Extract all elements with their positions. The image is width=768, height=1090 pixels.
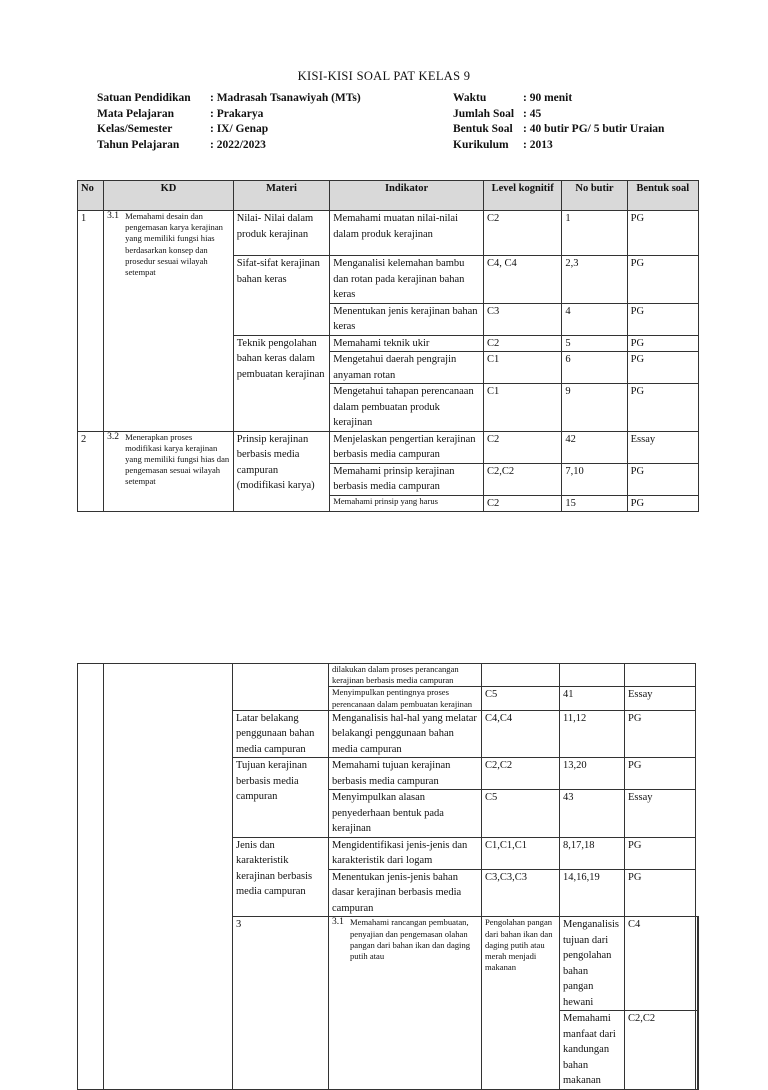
header-materi: Materi [233,181,329,211]
header-bentuk: Bentuk soal [627,181,698,211]
meta-jumlah [453,107,763,123]
cell-butir: 2,3 [562,256,627,304]
meta-label: Kurikulum [453,138,509,151]
cell-level: C4,C4 [482,710,560,758]
meta-label: Kelas/Semester [97,123,173,135]
kd-text: Menerapkan proses modifikasi karya kerajinan yang memiliki fungsi hias dan pengemasan sesuai wilayah setempat [125,431,230,487]
cell-bentuk: PG [627,335,698,352]
cell-bentuk: Essay [627,431,698,463]
cell-butir: 43 [560,790,625,838]
cell-butir: 8,17,18 [560,837,625,869]
cell-bentuk: Essay [625,790,696,838]
kd-number: 3.2 [107,431,119,442]
cell-butir: 7,10 [562,463,627,495]
cell-level: C2,C2 [482,758,560,790]
cell-kd [329,917,482,1090]
cell-level: C2 [483,431,561,463]
cell-bentuk: PG [627,384,698,432]
cell-bentuk: PG [625,758,696,790]
cell-level: C1,C1,C1 [482,837,560,869]
cell-bentuk: PG [625,837,696,869]
cell-indikator: Menganalisi kelemahan bambu dan rotan pada kerajinan bahan keras [330,256,484,304]
cell-materi: Jenis dan karakteristik kerajinan berbasis media campuran [233,837,329,917]
meta-label: Tahun Pelajaran [97,138,180,151]
cell-level: C2 [483,211,561,256]
cell-bentuk: Essay [625,687,696,710]
meta-value: : Prakarya [210,107,264,120]
cell-bentuk: PG [627,495,698,512]
cell-indikator: Mengetahui daerah pengrajin anyaman rotan [330,352,484,384]
cell-butir: 15 [562,495,627,512]
cell-indikator: Menentukan jenis kerajinan bahan keras [330,303,484,335]
cell-indikator: Menyimpulkan alasan penyederhaan bentuk pada kerajinan [329,790,482,838]
table-row [78,431,699,463]
cell-materi: Teknik pengolahan bahan keras dalam pembuatan kerajinan [233,335,329,431]
cell-bentuk [625,664,696,687]
cell-bentuk: PG [625,710,696,758]
meta-kurikulum [453,138,763,154]
meta-value: : Madrasah Tsanawiyah (MTs) [210,92,361,104]
cell-indikator: Menjelaskan pengertian kerajinan berbasis media campuran [330,431,484,463]
meta-label: Mata Pelajaran [97,107,174,120]
cell-level: C4, C4 [483,256,561,304]
kd-text: Memahami desain dan pengemasan karya kerajinan yang memiliki fungsi hias berdasarkan konsep dan prosedur sesuai wilayah setempat [125,211,223,278]
meta-satuan [97,91,437,107]
cell-level: C3 [483,303,561,335]
cell-indikator: Menyimpulkan pentingnya proses perencanaan dalam pembuatan kerajinan [329,687,482,710]
meta-value: : IX/ Genap [210,123,269,135]
cell-materi: Pengolahan pangan dari bahan ikan dan daging putih atau merah menjadi makanan [482,917,560,1090]
meta-mapel [97,107,437,123]
cell-butir: 9 [562,384,627,432]
cell-bentuk [697,917,699,1011]
table-row [78,664,699,687]
cell-butir [560,664,625,687]
meta-value: : 2013 [523,138,553,151]
cell-indikator: Memahami teknik ukir [330,335,484,352]
header-level: Level kognitif [483,181,561,211]
meta-label: Bentuk Soal [453,123,513,135]
cell-bentuk: PG [625,869,696,917]
kd-number: 3.1 [332,917,344,928]
cell-level: C1 [483,384,561,432]
cell-bentuk [697,1011,699,1090]
kisi-table-page-2 [77,663,699,1090]
cell-indikator: Menganalisis hal-hal yang melatar belakangi penggunaan bahan media campuran [329,710,482,758]
cell-level: C2,C2 [625,1011,696,1090]
cell-butir: 13,20 [560,758,625,790]
cell-bentuk: PG [627,303,698,335]
cell-level: C4 [625,917,696,1011]
cell-butir: 41 [560,687,625,710]
meta-label: Waktu [453,92,487,104]
cell-materi [233,664,329,711]
cell-indikator: Memahami manfaat dari kandungan bahan makanan [560,1011,625,1090]
cell-butir: 1 [562,211,627,256]
header-kd: KD [104,181,234,211]
header-nobutir: No butir [562,181,627,211]
meta-value: : 45 [523,107,542,120]
cell-level: C1 [483,352,561,384]
meta-waktu [453,91,763,107]
header-indikator: Indikator [330,181,484,211]
cell-indikator: Memahami tujuan kerajinan berbasis media campuran [329,758,482,790]
cell-level: C2,C2 [483,463,561,495]
document-title: KISI-KISI SOAL PAT KELAS 9 [297,69,471,83]
cell-butir: 4 [562,303,627,335]
cell-materi: Prinsip kerajinan berbasis media campuran (modifikasi karya) [233,431,329,512]
cell-level: C5 [482,790,560,838]
cell-butir: 14,16,19 [560,869,625,917]
cell-indikator: Mengetahui tahapan perencanaan dalam pembuatan produk kerajinan [330,384,484,432]
meta-value: : 2022/2023 [210,138,266,151]
kisi-table-page-1 [77,180,699,512]
header-no: No [78,181,104,211]
meta-value: : 90 menit [523,92,573,104]
cell-butir: 11,12 [560,710,625,758]
cell-level [482,664,560,687]
cell-butir: 6 [562,352,627,384]
cell-no [78,664,104,1090]
cell-bentuk: PG [627,352,698,384]
meta-label: Jumlah Soal [453,107,515,120]
cell-level: C2 [483,335,561,352]
cell-indikator: Memahami prinsip yang harus [330,495,484,512]
cell-indikator: Menganalisis tujuan dari pengolahan bahan pangan hewani [560,917,625,1011]
cell-indikator: Memahami muatan nilai-nilai dalam produk kerajinan [330,211,484,256]
meta-right [453,91,763,153]
table-header-row [78,181,699,211]
cell-bentuk: PG [627,256,698,304]
meta-left [97,91,437,153]
cell-level: C3,C3,C3 [482,869,560,917]
cell-kd [104,664,233,1090]
cell-no: 2 [78,431,104,512]
meta-kelas [97,122,437,138]
cell-level: C5 [482,687,560,710]
cell-bentuk: PG [627,211,698,256]
cell-butir: 42 [562,431,627,463]
cell-indikator: Menentukan jenis-jenis bahan dasar kerajinan berbasis media campuran [329,869,482,917]
cell-materi: Nilai- Nilai dalam produk kerajinan [233,211,329,256]
cell-no: 3 [233,917,329,1090]
cell-level: C2 [483,495,561,512]
cell-indikator: Memahami prinsip kerajinan berbasis media campuran [330,463,484,495]
cell-indikator: Mengidentifikasi jenis-jenis dan karakteristik dari logam [329,837,482,869]
meta-tahun [97,138,437,154]
cell-indikator: dilakukan dalam proses perancangan kerajinan berbasis media campuran [329,664,482,687]
table-row [78,211,699,256]
cell-bentuk: PG [627,463,698,495]
meta-label: Satuan Pendidikan [97,92,191,104]
meta-value: : 40 butir PG/ 5 butir Uraian [523,123,665,135]
cell-kd [104,211,234,432]
meta-bentuk [453,122,763,138]
cell-kd [104,431,234,512]
kd-number: 3.1 [107,211,119,221]
cell-materi: Latar belakang penggunaan bahan media campuran [233,710,329,758]
kd-text: Memahami rancangan pembuatan, penyajian dan pengemasan olahan pangan dari bahan ikan dan daging putih atau [350,917,471,961]
cell-no: 1 [78,211,104,432]
cell-butir: 5 [562,335,627,352]
cell-materi: Tujuan kerajinan berbasis media campuran [233,758,329,838]
cell-materi: Sifat-sifat kerajinan bahan keras [233,256,329,336]
